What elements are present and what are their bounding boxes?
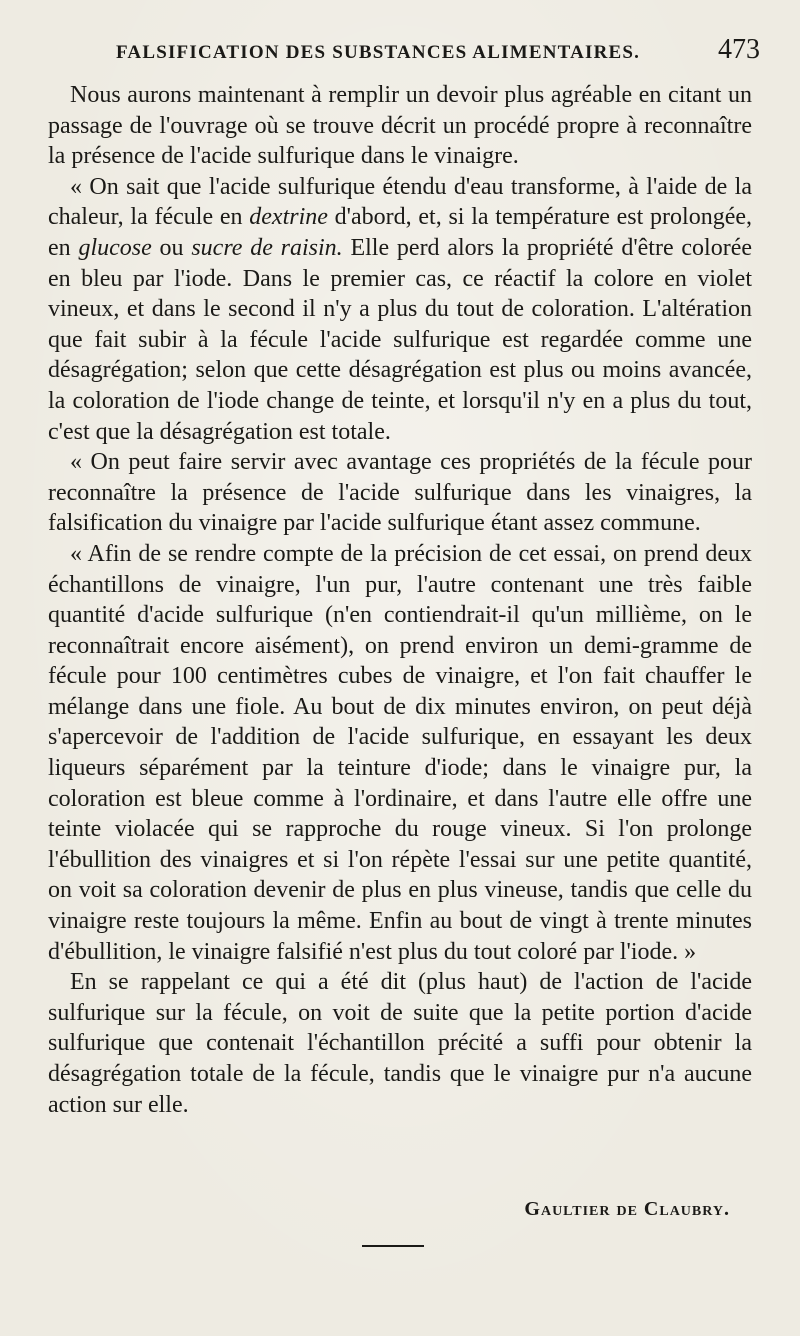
text-run: Nous aurons maintenant à remplir un devoir plus agréable en citant un passage de l'ouvrage où se trouve décrit un procédé propre à reconnaître la présence de l'acide sulfurique dans le vinaigre.	[48, 82, 752, 170]
paragraph	[48, 80, 752, 172]
text-run: « Afin de se rendre compte de la précision de cet essai, on prend deux échantillons de vinaigre, l'un pur, l'autre contenant une très faible quantité d'acide sulfurique (n'en contiendrait-il qu'un millième, on le reconnaîtrait encore aisément), on prend environ un demi-gramme de fécule pour 100 centimètres cubes de vinaigre, et l'on fait chauffer le mélange dans une fiole. Au bout de dix minutes environ, on peut déjà s'apercevoir de l'addition de l'acide sulfurique, en essayant les deux liqueurs séparément par la teinture d'iode; dans le vinaigre pur, la coloration est bleue comme à l'ordinaire, et dans l'autre elle offre une teinte violacée qui se rapproche du rouge vineux. Si l'on prolonge l'ébullition des vinaigres et si l'on répète l'essai sur une petite quantité, on voit sa coloration devenir de plus en plus vineuse, tandis que celle du vinaigre reste toujours la même. Enfin au bout de vingt à trente minutes d'ébullition, le vinaigre falsifié n'est plus du tout coloré par l'iode. »	[48, 540, 752, 965]
italic-term: glucose	[78, 234, 152, 261]
text-run: « On sait que l'acide sulfurique étendu d'eau transforme, à l'aide de la chaleur, la fécule en	[48, 173, 752, 231]
paragraph	[48, 967, 752, 1120]
paragraph	[48, 539, 752, 967]
paragraph	[48, 447, 752, 539]
page-number: 473	[718, 34, 760, 65]
italic-term: sucre de raisin.	[191, 234, 343, 261]
text-run: « On peut faire servir avec avantage ces propriétés de la fécule pour reconnaître la présence de l'acide sulfurique dans les vinaigres, la falsification du vinaigre par l'acide sulfurique étant assez commune.	[48, 449, 752, 537]
closing-rule	[362, 1245, 424, 1247]
text-run: d'abord, et, si la température est prolongée, en	[48, 204, 753, 261]
paragraph	[48, 172, 752, 447]
author-signature: Gaultier de Claubry.	[524, 1198, 730, 1220]
text-run: Elle perd alors la propriété d'être colorée en bleu par l'iode. Dans le premier cas, ce réactif la colore en violet vineux, et dans le second il n'y a plus du tout de coloration. L'altération que fait subir à la fécule l'acide sulfurique est regardée comme une désagrégation; selon que cette désagrégation est plus ou moins avancée, la coloration de l'iode change de teinte, et lorsqu'il n'y en a plus du tout, c'est que la désagrégation est totale.	[48, 234, 753, 445]
body-text	[48, 80, 752, 1120]
text-run: En se rappelant ce qui a été dit (plus haut) de l'action de l'acide sulfurique sur la fécule, on voit de suite que la petite portion d'acide sulfurique que contenait l'échantillon précité a suffi pour obtenir la désagrégation totale de la fécule, tandis que le vinaigre pur n'a aucune action sur elle.	[48, 969, 752, 1118]
italic-term: dextrine	[249, 204, 328, 231]
running-title: FALSIFICATION DES SUBSTANCES ALIMENTAIRES.	[116, 42, 641, 63]
page-header	[48, 34, 760, 74]
text-run: ou	[151, 234, 192, 261]
